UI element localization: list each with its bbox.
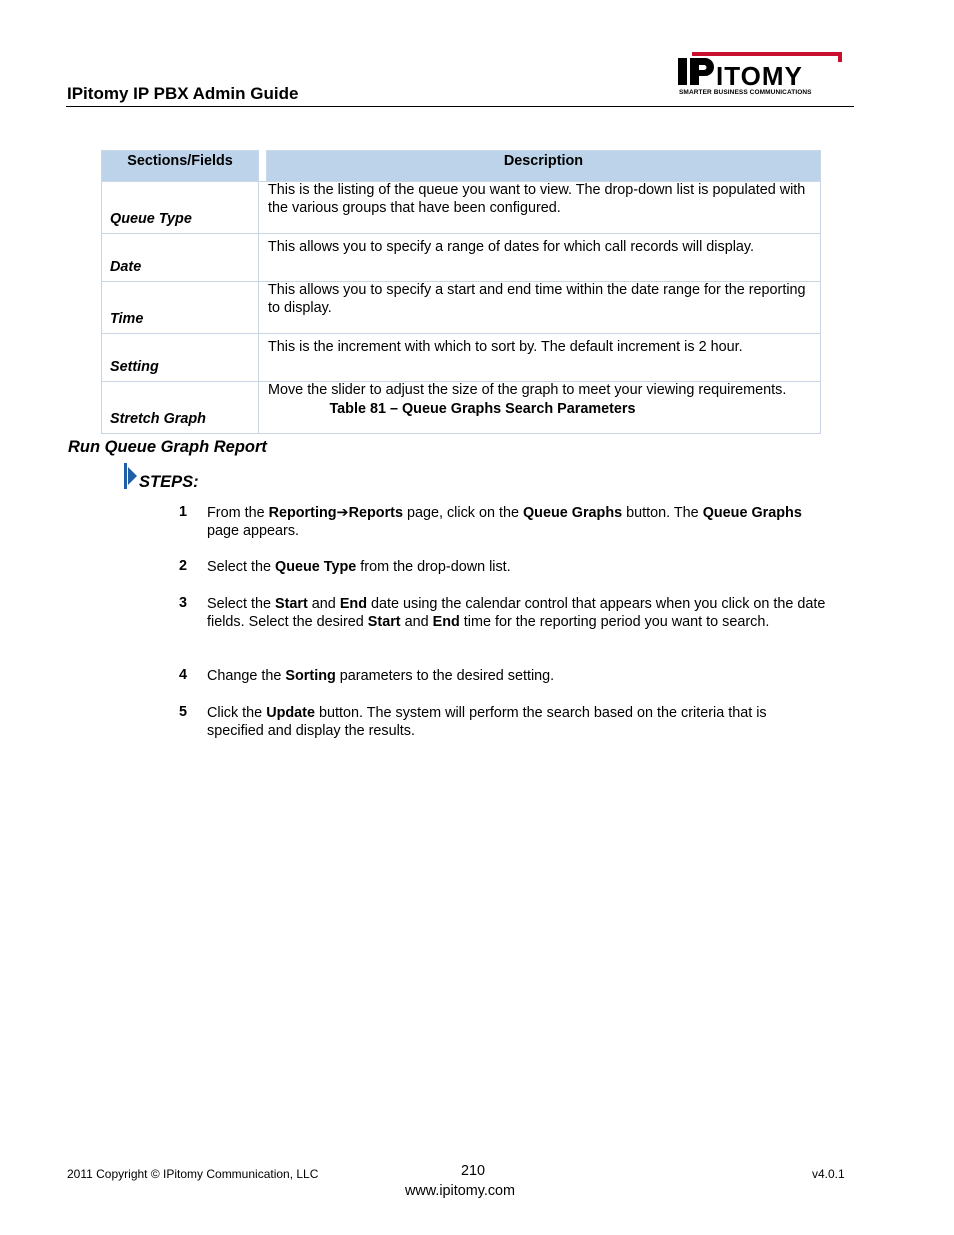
step-text-run: from the drop-down list. [356,559,511,575]
field-description: Move the slider to adjust the size of the graph to meet your viewing requirements. [259,382,821,434]
step-bold-term: Reports [348,505,403,521]
step-text-run: Select the [207,596,275,612]
step-number: 1 [179,504,188,520]
step-text-run: and [400,614,433,630]
field-name: Date [102,234,259,282]
step-text [207,595,827,631]
step-number: 5 [179,704,188,720]
step-text [207,504,827,540]
field-description: This allows you to specify a start and end time within the date range for the reporting to display. [259,282,821,334]
step-bold-term: Start [367,614,401,630]
field-name: Stretch Graph [102,382,259,434]
step-bold-term: End [432,614,460,630]
field-name: Queue Type [102,182,259,234]
table-row [102,282,821,334]
ipitomy-logo [678,50,852,100]
step-number: 4 [179,667,188,683]
step-text-run: and [307,596,340,612]
step-text-run: page, click on the [402,505,523,521]
step-text-run: time for the reporting period you want to search. [459,614,770,630]
step-text-run: parameters to the desired setting. [335,668,555,684]
field-description: This allows you to specify a range of dates for which call records will display. [259,234,821,282]
queue-graphs-parameters-table [101,150,821,434]
field-description: This is the listing of the queue you want to view. The drop-down list is populated with the various groups that have been configured. [259,182,821,234]
step-text-run: Select the [207,559,275,575]
table-row [102,182,821,234]
steps-arrow-icon [124,463,138,489]
field-description: This is the increment with which to sort by. The default increment is 2 hour. [259,334,821,382]
column-gap [259,151,267,182]
step-text [207,704,827,740]
step-text-run: Change the [207,668,286,684]
step-number: 3 [179,595,188,611]
step-text-run: From the [207,505,269,521]
step-text [207,558,827,576]
step-text-run: button. The system will perform the search based on the criteria that is specified and display the results. [207,705,767,739]
table-caption: Table 81 – Queue Graphs Search Parameters [329,401,636,417]
step-text [207,667,827,685]
table-row [102,334,821,382]
step-bold-term: Update [266,705,315,721]
step-bold-term: Sorting [285,668,336,684]
section-heading: Run Queue Graph Report [68,438,267,456]
svg-text:ITOMY: ITOMY [716,61,803,91]
step-bold-term: End [339,596,367,612]
footer-url: www.ipitomy.com [404,1183,516,1199]
table-header-row [102,151,821,182]
step-bold-term: ➔ [336,505,349,521]
step-text-run: date using the calendar control that appears when you click on the date fields. Select the desired [207,596,826,630]
field-name: Time [102,282,259,334]
document-title: IPitomy IP PBX Admin Guide [67,84,299,103]
step-bold-term: Queue Type [275,559,357,575]
step-text-run: button. The [622,505,703,521]
column-header-sections: Sections/Fields [102,151,259,182]
logo-tagline: SMARTER BUSINESS COMMUNICATIONS [679,89,812,96]
page-number: 210 [460,1163,485,1179]
footer-copyright: 2011 Copyright © IPitomy Communication, LLC [67,1167,319,1181]
footer-version: v4.0.1 [812,1167,845,1181]
step-bold-term: Start [275,596,308,612]
step-text-run: page appears. [207,523,300,539]
step-number: 2 [179,558,188,574]
column-header-description: Description [267,151,821,182]
header-divider [66,106,854,107]
steps-label: STEPS: [139,473,199,491]
field-name: Setting [102,334,259,382]
step-bold-term: Queue Graphs [702,505,802,521]
step-bold-term: Queue Graphs [522,505,623,521]
step-text-run: Click the [207,705,267,721]
step-bold-term: Reporting [268,505,337,521]
table-row [102,234,821,282]
